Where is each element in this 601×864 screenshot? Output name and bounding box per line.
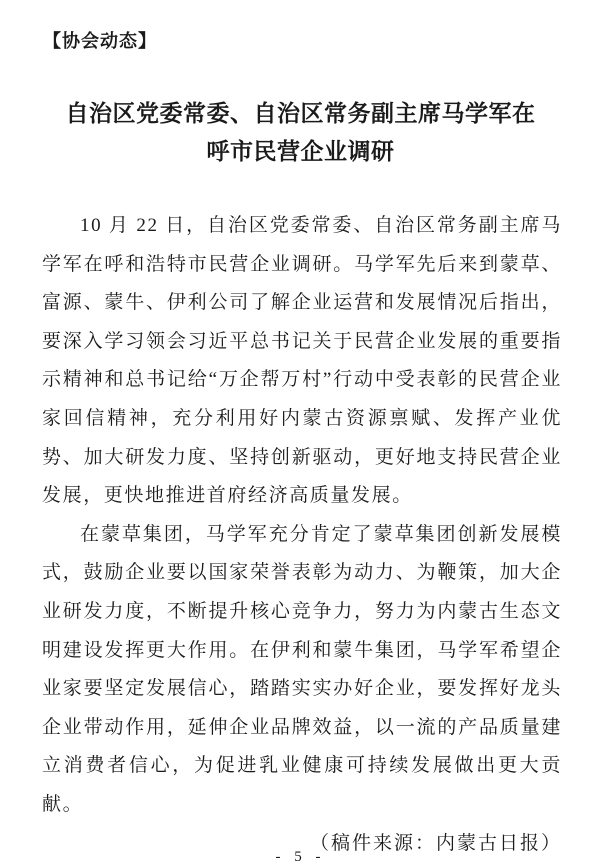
body-paragraph: 在蒙草集团，马学军充分肯定了蒙草集团创新发展模式，鼓励企业要以国家荣誉表彰为动力、为鞭策，加大企业研发力度，不断提升核心竞争力，努力为内蒙古生态文明建设发挥更大作用。在伊利和蒙牛集团，马学军希望企业家要坚定发展信心，踏踏实实办好企业，要发挥好龙头企业带动作用，延伸企业品牌效益，以一流的产品质量建立消费者信心，为促进乳业健康可持续发展做出更大贡献。	[42, 523, 562, 815]
article-body	[42, 207, 562, 863]
page-number: - 5 -	[275, 849, 326, 864]
article-title	[0, 95, 601, 171]
body-paragraph: 10 月 22 日，自治区党委常委、自治区常务副主席马学军在呼和浩特市民营企业调研。马学军先后来到蒙草、富源、蒙牛、伊利公司了解企业运营和发展情况后指出，要深入学习领会习近平总书记关于民营企业发展的重要指示精神和总书记给“万企帮万村”行动中受表彰的民营企业家回信精神，充分利用好内蒙古资源禀赋、发挥产业优势、加大研发力度、坚持创新驱动，更好地支持民营企业发展，更快地推进首府经济高质量发展。	[42, 215, 562, 507]
article-title-line1: 自治区党委常委、自治区常务副主席马学军在	[65, 101, 536, 126]
source-attribution: （稿件来源：内蒙古日报）	[309, 832, 562, 854]
article-title-line2: 呼市民营企业调研	[206, 139, 395, 164]
section-header: 【协会动态】	[43, 31, 157, 51]
